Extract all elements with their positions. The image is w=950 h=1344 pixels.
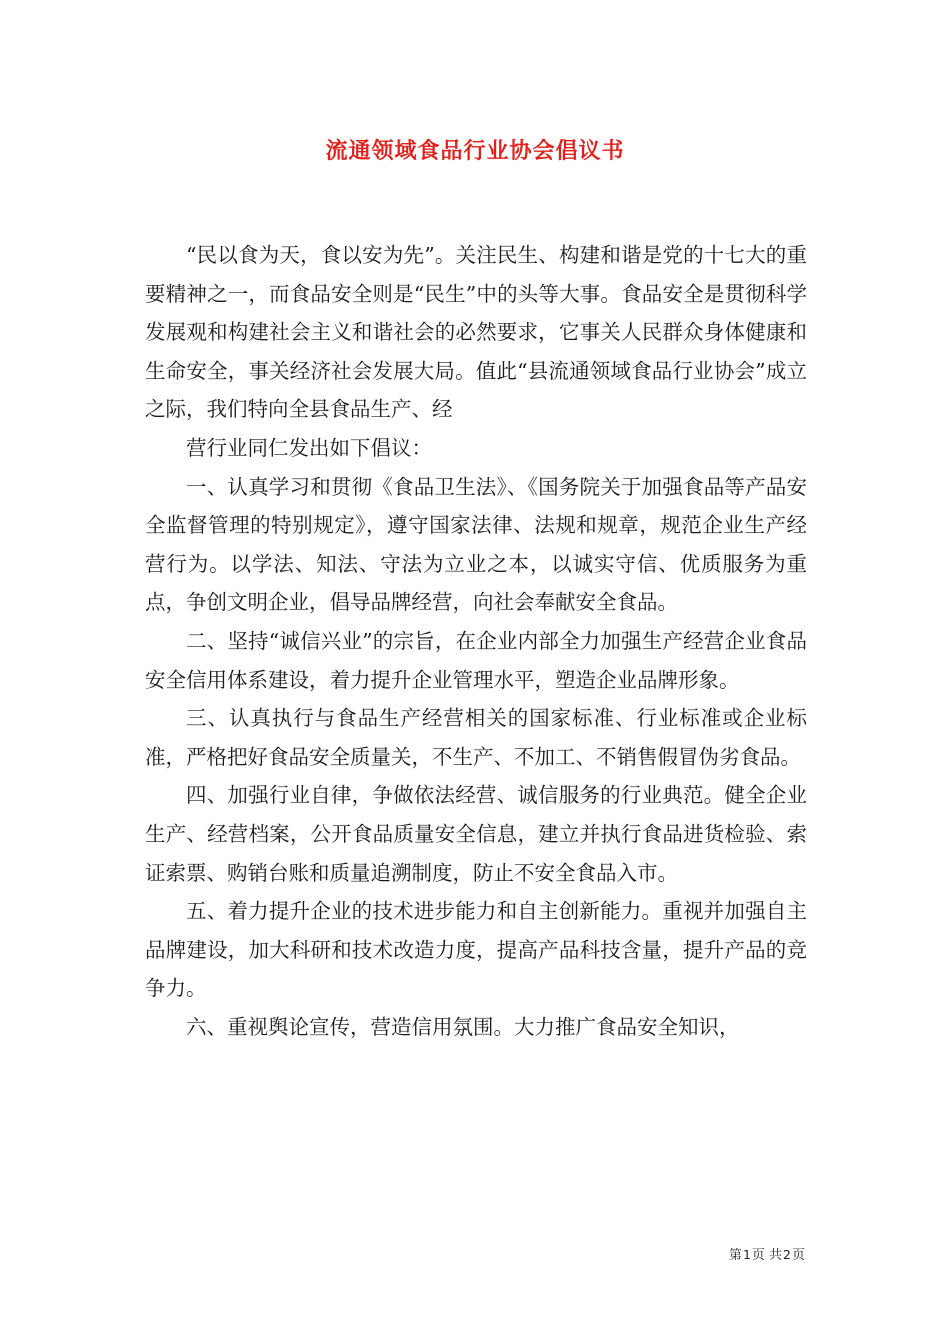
footer-middle: 页 共 bbox=[751, 1248, 783, 1263]
paragraph-item-1: 一、认真学习和贯彻《食品卫生法》、《国务院关于加强食品等产品安全监督管理的特别规定》，遵守国家法律、法规和规章，规范企业生产经营行为。以学法、知法、守法为立业之本，以诚实守信、优质服务为重点，争创文明企业，倡导品牌经营，向社会奉献安全食品。 bbox=[145, 474, 807, 615]
document-body bbox=[145, 236, 807, 1046]
paragraph-item-5: 五、着力提升企业的技术进步能力和自主创新能力。重视并加强自主品牌建设，加大科研和技术改造力度，提高产品科技含量，提升产品的竞争力。 bbox=[145, 899, 807, 1001]
paragraph-intro: “民以食为天，食以安为先”。关注民生、构建和谐是党的十七大的重要精神之一，而食品安全则是“民生”中的头等大事。食品安全是贯彻科学发展观和构建社会主义和谐社会的必然要求，它事关人民群众身体健康和生命安全，事关经济社会发展大局。值此“县流通领域食品行业协会”成立之际，我们特向全县食品生产、经 bbox=[145, 243, 807, 422]
paragraph-item-2: 二、坚持“诚信兴业”的宗旨，在企业内部全力加强生产经营企业食品安全信用体系建设，着力提升企业管理水平，塑造企业品牌形象。 bbox=[145, 628, 807, 692]
footer-prefix: 第 bbox=[728, 1248, 742, 1263]
current-page-number: 1 bbox=[742, 1247, 751, 1262]
document-title: 流通领域食品行业协会倡议书 bbox=[325, 138, 625, 164]
paragraph-proposal-lead: 营行业同仁发出如下倡议： bbox=[186, 435, 432, 460]
paragraph-item-3: 三、认真执行与食品生产经营相关的国家标准、行业标准或企业标准，严格把好食品安全质量关，不生产、不加工、不销售假冒伪劣食品。 bbox=[145, 706, 807, 769]
footer-suffix: 页 bbox=[791, 1248, 805, 1263]
paragraph-item-4: 四、加强行业自律，争做依法经营、诚信服务的行业典范。健全企业生产、经营档案，公开食品质量安全信息，建立并执行食品进货检验、索证索票、购销台账和质量追溯制度，防止不安全食品入市。 bbox=[145, 783, 807, 885]
total-page-number: 2 bbox=[783, 1247, 791, 1262]
page-number-footer bbox=[729, 1246, 805, 1265]
paragraph-item-6: 六、重视舆论宣传，营造信用氛围。大力推广食品安全知识， bbox=[186, 1014, 740, 1039]
